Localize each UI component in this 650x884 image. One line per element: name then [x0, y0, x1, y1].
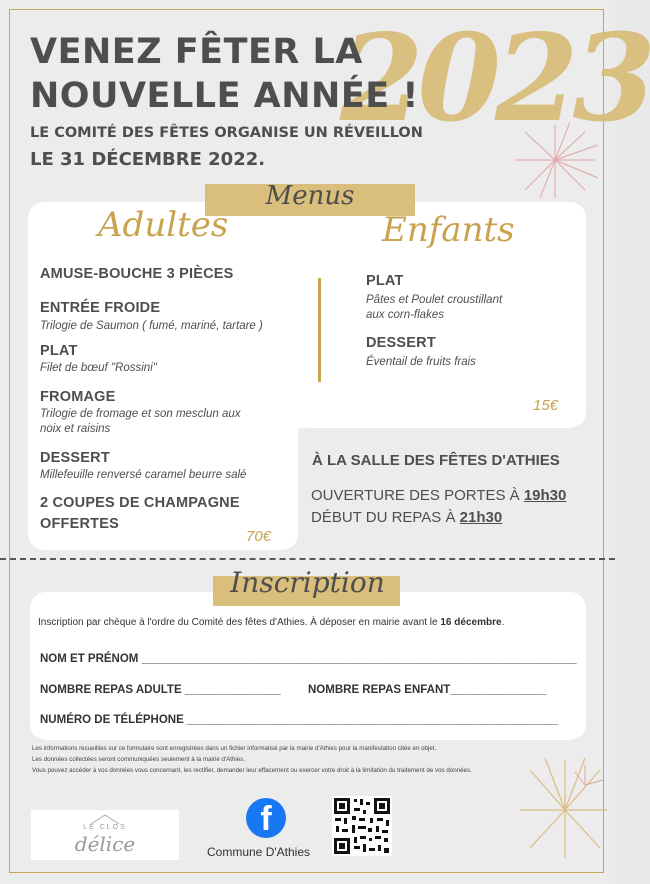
adultes-champagne-line-2: OFFERTES — [40, 516, 119, 532]
adultes-entree-heading: ENTRÉE FROIDE — [40, 300, 161, 316]
adultes-dessert-heading: DESSERT — [40, 450, 110, 466]
inscription-banner-label: Inscription — [230, 566, 385, 599]
child-meals-field[interactable]: NOMBRE REPAS ENFANT_______________ — [308, 684, 547, 696]
menus-banner-label: Menus — [265, 181, 355, 211]
main-title — [30, 30, 430, 118]
phone-field[interactable]: NUMÉRO DE TÉLÉPHONE __________________________________________________________ — [40, 714, 558, 726]
legal-line-1: Les informations recueillies sur ce formulaire sont enregistrées dans un fichier informatisé par la mairie d'Athies pour la manifestation citée en objet. — [32, 745, 437, 752]
adultes-plat-heading: PLAT — [40, 343, 78, 359]
adultes-fromage-desc-1: Trilogie de fromage et son mesclun aux — [40, 408, 241, 420]
intro-text: Inscription par chèque à l'ordre du Comité des fêtes d'Athies. À déposer en mairie avant le — [38, 617, 441, 628]
meal-start — [311, 509, 502, 526]
intro-end: . — [501, 617, 505, 628]
legal-line-3: Vous pouvez accéder à vos données vous concernant, les rectifier, demander leur effacement ou exercer votre droit à la limitation du traitement de vos données. — [32, 767, 472, 774]
enfants-plat-desc-1: Pâtes et Poulet croustillant — [366, 294, 503, 306]
doors-time: 19h30 — [523, 487, 567, 504]
adultes-amuse-bouche: AMUSE-BOUCHE 3 PIÈCES — [40, 266, 234, 282]
cut-line — [0, 558, 615, 560]
menu-divider — [318, 278, 321, 382]
enfants-dessert-heading: DESSERT — [366, 335, 436, 351]
enfants-plat-heading: PLAT — [366, 273, 404, 289]
facebook-glyph: f — [260, 800, 272, 838]
subtitle-line-1: LE COMITÉ DES FÊTES ORGANISE UN RÉVEILLON — [30, 125, 423, 141]
adultes-champagne-line-1: 2 COUPES DE CHAMPAGNE — [40, 495, 240, 511]
adultes-price: 70€ — [246, 528, 272, 545]
legal-line-2: Les données collectées seront communiquées seulement à la mairie d'Athies. — [32, 756, 246, 763]
name-field[interactable]: NOM ET PRÉNOM ____________________________________________________________________ — [40, 653, 577, 665]
doors-label: OUVERTURE DES PORTES À — [311, 487, 524, 504]
meal-label: DÉBUT DU REPAS À — [311, 509, 460, 526]
enfants-plat-desc-2: aux corn-flakes — [366, 309, 444, 321]
adult-meals-field[interactable]: NOMBRE REPAS ADULTE _______________ — [40, 684, 281, 696]
enfants-price: 15€ — [533, 397, 559, 414]
year-2023: 2023 — [340, 8, 650, 149]
doors-opening — [311, 487, 566, 504]
venue-place: À LA SALLE DES FÊTES D'ATHIES — [312, 452, 560, 469]
logo-script-text: délice — [74, 832, 136, 856]
enfants-heading: Enfants — [382, 210, 515, 250]
facebook-icon[interactable] — [246, 798, 286, 838]
subtitle-line-2: LE 31 DÉCEMBRE 2022. — [30, 149, 266, 170]
enfants-dessert-desc: Éventail de fruits frais — [366, 356, 476, 368]
title-line-1: VENEZ FÊTER LA — [30, 32, 363, 72]
title-line-2: NOUVELLE ANNÉE ! — [30, 76, 419, 116]
firework-icon-top-right — [510, 120, 600, 200]
qr-code-icon[interactable] — [332, 796, 392, 856]
logo-top-text: LE CLOS — [83, 824, 127, 831]
le-clos-delice-logo — [31, 810, 179, 860]
inscription-intro — [38, 617, 504, 628]
adultes-fromage-desc-2: noix et raisins — [40, 423, 111, 435]
firework-icon-bottom-right — [515, 750, 610, 860]
adultes-dessert-desc: Millefeuille renversé caramel beurre salé — [40, 469, 247, 481]
commune-label: Commune D'Athies — [207, 845, 310, 859]
adultes-heading: Adultes — [98, 205, 229, 245]
adultes-fromage-heading: FROMAGE — [40, 389, 116, 405]
adultes-entree-desc: Trilogie de Saumon ( fumé, mariné, tartare ) — [40, 320, 263, 332]
meal-time: 21h30 — [459, 509, 503, 526]
intro-date: 16 décembre — [440, 617, 502, 628]
adultes-plat-desc: Filet de bœuf "Rossini" — [40, 362, 157, 374]
